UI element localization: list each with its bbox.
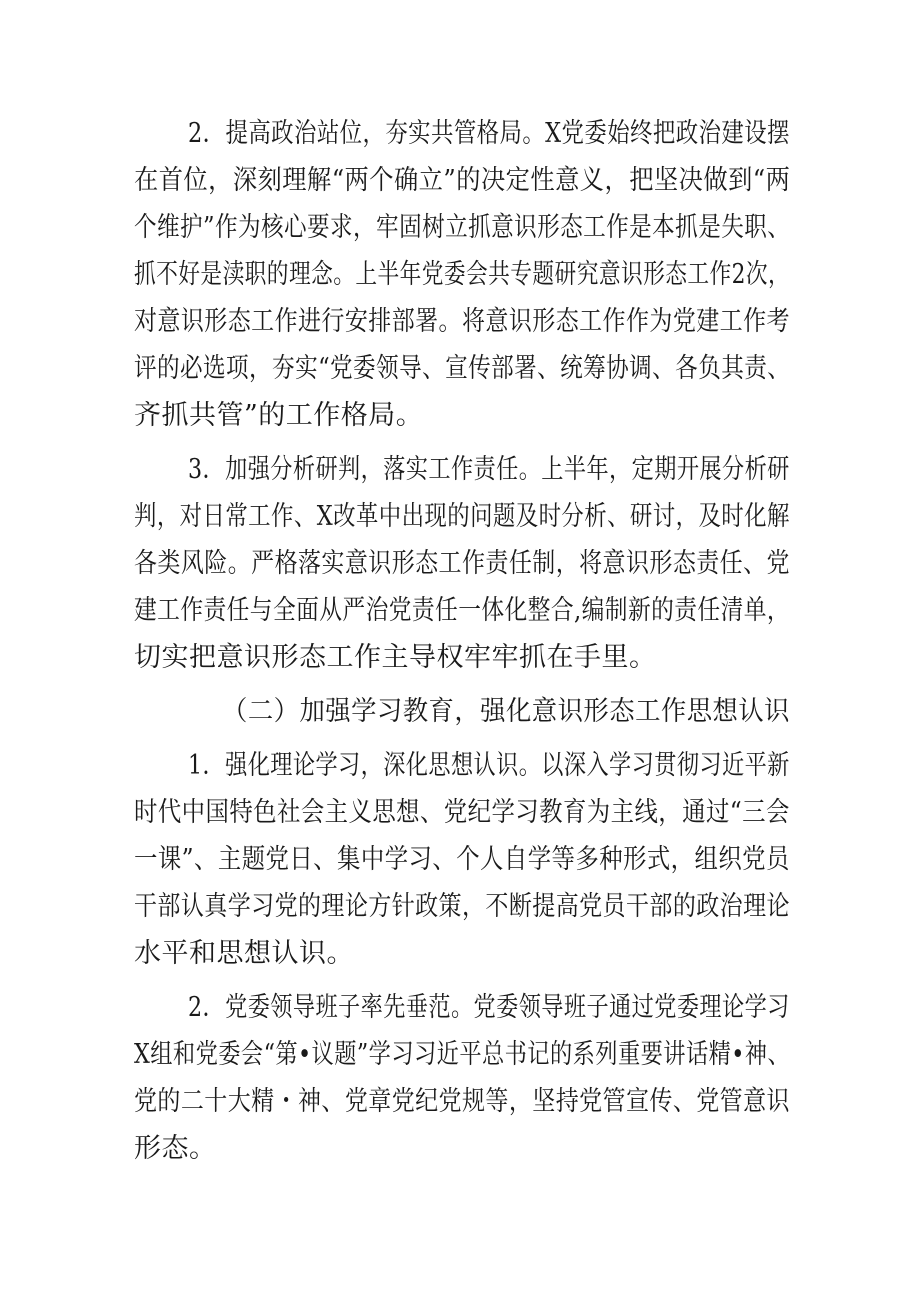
paragraph-3-line-3: 一课”、主题党日、集中学习、个人自学等多种形式，组织党员 (134, 844, 790, 875)
paragraph-1-line-7: 齐抓共管”的工作格局。 (134, 400, 424, 431)
paragraph-4-line-1: 2．党委领导班子率先垂范。党委领导班子通过党委理论学习 (188, 992, 790, 1023)
paragraph-1-line-1: 2．提高政治站位，夯实共管格局。X党委始终把政治建设摆 (188, 118, 790, 149)
paragraph-2-line-2: 判，对日常工作、X改革中出现的问题及时分析、研讨，及时化解 (134, 501, 790, 532)
paragraph-3-line-2: 时代中国特色社会主义思想、党纪学习教育为主线，通过“三会 (134, 797, 790, 828)
paragraph-3-line-1: 1．强化理论学习，深化思想认识。以深入学习贯彻习近平新 (188, 750, 790, 781)
paragraph-1-line-5: 对意识形态工作进行安排部署。将意识形态工作作为党建工作考 (134, 306, 790, 337)
paragraph-1-line-6: 评的必选项，夯实“党委领导、宣传部署、统筹协调、各负其责、 (134, 353, 791, 384)
paragraph-2-line-1: 3．加强分析研判，落实工作责任。上半年，定期开展分析研 (188, 454, 790, 485)
paragraph-2-line-4: 建工作责任与全面从严治党责任一体化整合,编制新的责任清单， (134, 595, 791, 626)
paragraph-1-line-3: 个维护”作为核心要求，牢固树立抓意识形态工作是本抓是失职、 (134, 212, 791, 243)
section-heading: （二）加强学习教育，强化意识形态工作思想认识 (222, 696, 790, 727)
paragraph-4-line-2: X组和党委会“第•议题”学习习近平总书记的系列重要讲话精•神、 (134, 1039, 791, 1070)
paragraph-2-line-5: 切实把意识形态工作主导权牢牢抓在手里。 (134, 642, 657, 673)
paragraph-1-line-2: 在首位，深刻理解“两个确立”的决定性意义，把坚决做到“两 (134, 165, 791, 196)
paragraph-2-line-3: 各类风险。严格落实意识形态工作责任制，将意识形态责任、党 (134, 548, 790, 579)
paragraph-4-line-4: 形态。 (134, 1133, 217, 1164)
paragraph-3-line-4: 干部认真学习党的理论方针政策，不断提高党员干部的政治理论 (134, 891, 790, 922)
paragraph-1-line-4: 抓不好是渎职的理念。上半年党委会共专题研究意识形态工作2次， (134, 259, 791, 290)
paragraph-4-line-3: 党的二十大精・神、党章党纪党规等，坚持党管宣传、党管意识 (134, 1086, 790, 1117)
paragraph-3-line-5: 水平和思想认识。 (134, 938, 354, 969)
